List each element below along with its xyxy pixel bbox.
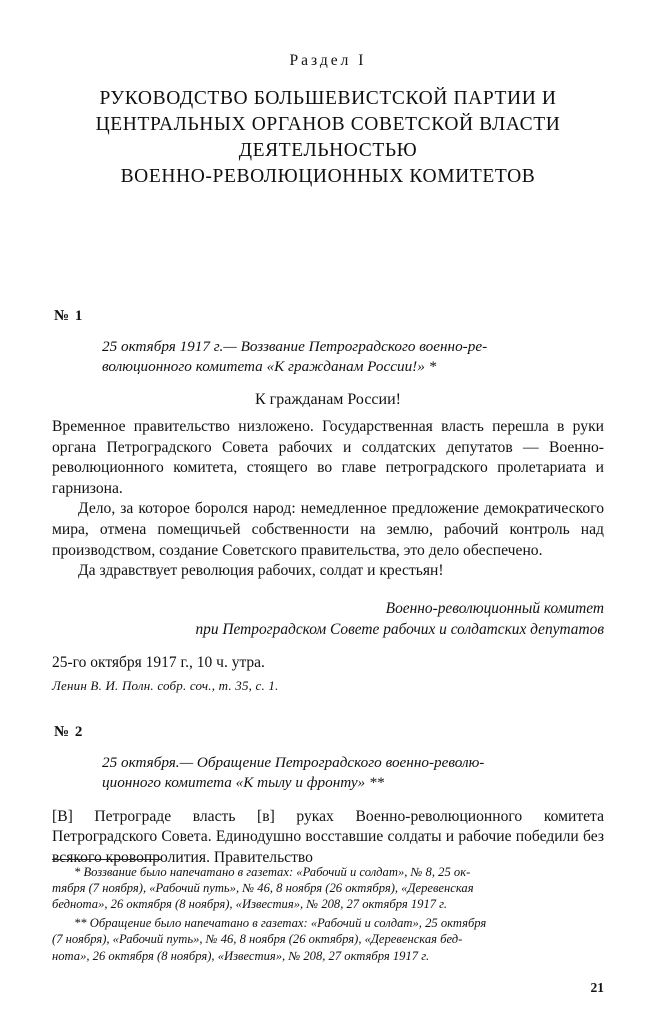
document-signature-line: при Петроградском Совете рабочих и солдатских депутатов bbox=[195, 620, 604, 638]
document-headnote-line: 25 октября.— Обращение Петроградского военно-револю- bbox=[102, 753, 485, 771]
document-paragraph: [В] Петрограде власть [в] руках Военно-революционного комитета Петроградского Совета. Единодушно восставшие солдаты и рабочие победили без всякого кровопролития. Правительство bbox=[52, 807, 604, 866]
document-headnote-line: ционного комитета «К тылу и фронту» ** bbox=[102, 773, 385, 791]
footnote-line: беднота», 26 октября (8 ноября), «Известия», № 208, 27 октября 1917 г. bbox=[52, 897, 448, 912]
document-dateline: 25-го октября 1917 г., 10 ч. утра. bbox=[52, 653, 265, 671]
footnote-line: ** Обращение было напечатано в газетах: «Рабочий и солдат», 25 октября bbox=[74, 915, 487, 930]
footnote-line: * Воззвание было напечатано в газетах: «Рабочий и солдат», № 8, 25 ок- bbox=[74, 864, 471, 879]
document-number: № 1 bbox=[54, 308, 84, 324]
document-gap bbox=[52, 694, 604, 724]
document-number: № 2 bbox=[54, 723, 84, 740]
document-signature bbox=[52, 598, 604, 640]
document-source: Ленин В. И. Полн. собр. соч., т. 35, с. 1. bbox=[52, 677, 279, 693]
footnote-2 bbox=[52, 915, 604, 964]
footnote-line: нота», 26 октября (8 ноября), «Известия», № 208, 27 октября 1917 г. bbox=[52, 948, 430, 963]
title-spacer bbox=[52, 190, 604, 308]
document-paragraph: Да здравствует революция рабочих, солдат и крестьян! bbox=[78, 562, 444, 580]
document-headnote bbox=[52, 337, 604, 377]
section-label: Раздел I bbox=[289, 52, 367, 69]
page-title-line: ЦЕНТРАЛЬНЫХ ОРГАНОВ СОВЕТСКОЙ ВЛАСТИ bbox=[95, 114, 561, 135]
footnote-line: тября (7 ноября), «Рабочий путь», № 46, 8 ноября (26 октября), «Деревенская bbox=[52, 880, 474, 895]
page-title-line: РУКОВОДСТВО БОЛЬШЕВИСТСКОЙ ПАРТИИ И bbox=[99, 88, 557, 109]
document-paragraph: Временное правительство низложено. Государственная власть перешла в руки органа Петроградского Совета рабочих и солдатских депутатов — Военно-революционного комитета, стоящего во главе петроградского пролетариата и гарнизона. bbox=[52, 418, 604, 497]
page-title bbox=[52, 86, 604, 190]
footnote-line: (7 ноября), «Рабочий путь», № 46, 8 ноября (26 октября), «Деревенская бед- bbox=[52, 932, 463, 947]
page-title-line: ВОЕННО-РЕВОЛЮЦИОННЫХ КОМИТЕТОВ bbox=[120, 166, 536, 187]
document-signature-line: Военно-революционный комитет bbox=[385, 599, 604, 617]
document-headnote-line: волюционного комитета «К гражданам России!» * bbox=[102, 358, 437, 375]
document-entry-1 bbox=[52, 308, 604, 694]
page-number: 21 bbox=[590, 980, 604, 995]
footnote-1 bbox=[52, 864, 604, 913]
page-title-line: ДЕЯТЕЛЬНОСТЬЮ bbox=[238, 140, 418, 161]
document-headnote-line: 25 октября 1917 г.— Воззвание Петроградского военно-ре- bbox=[102, 338, 488, 355]
document-paragraph: Дело, за которое боролся народ: немедленное предложение демократического мира, отмена помещичьей собственности на землю, рабочий контроль над производством, создание Советского правительства, это дело обеспечено. bbox=[52, 500, 604, 559]
footnote-rule bbox=[52, 859, 162, 860]
document-entry-2 bbox=[52, 724, 604, 869]
footnotes bbox=[52, 859, 604, 966]
document-subtitle: К гражданам России! bbox=[255, 391, 401, 408]
document-headnote bbox=[52, 753, 604, 793]
